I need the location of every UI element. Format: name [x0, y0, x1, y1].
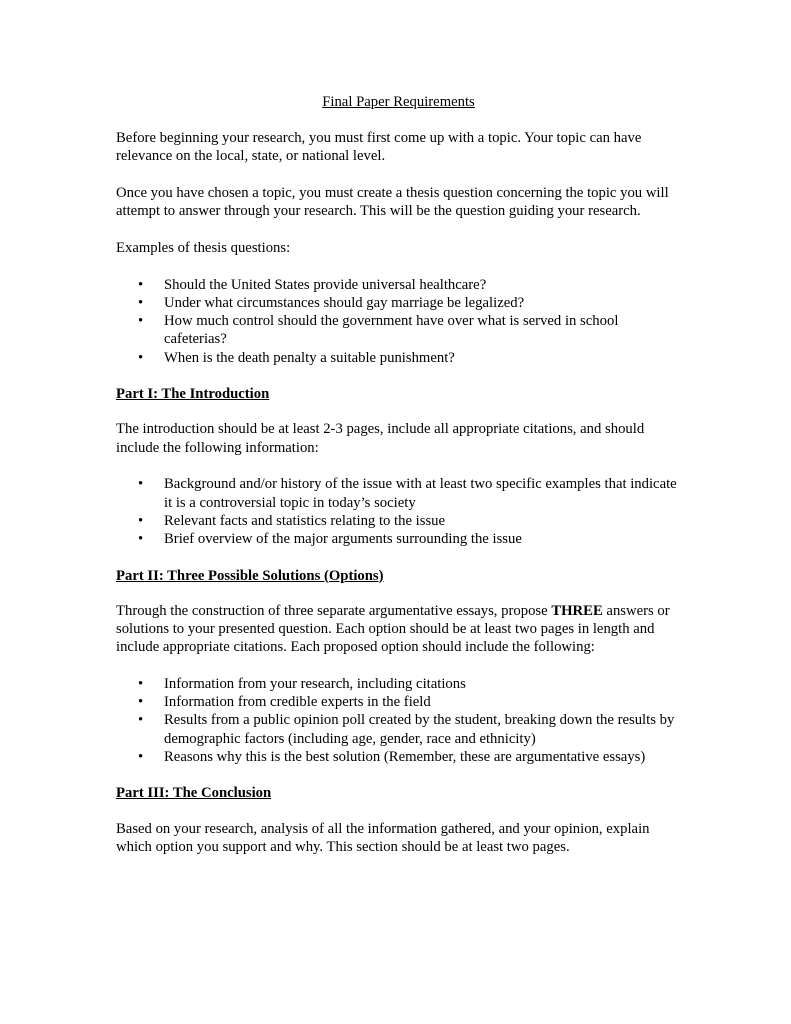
- list-item: • Under what circumstances should gay marriage be legalized?: [138, 294, 525, 311]
- bullet-icon: •: [138, 476, 144, 493]
- examples-heading: Examples of thesis questions:: [116, 240, 291, 257]
- list-item: • Brief overview of the major arguments surrounding the issue: [138, 530, 522, 547]
- part2-list: [116, 675, 681, 766]
- list-item: • When is the death penalty a suitable punishment?: [138, 349, 455, 366]
- document-title: Final Paper Requirements: [322, 94, 475, 110]
- intro-paragraph-thesis: Once you have chosen a topic, you must create a thesis question concerning the topic you will attempt to answer through your research. This will be the question guiding your research.: [116, 185, 669, 220]
- part3-paragraph: Based on your research, analysis of all the information gathered, and your opinion, explain which option you support and why. This section should be at least two pages.: [116, 820, 650, 855]
- bullet-icon: •: [138, 694, 144, 711]
- bullet-icon: •: [138, 530, 144, 547]
- bullet-icon: •: [138, 313, 144, 330]
- list-item: • Relevant facts and statistics relating to the issue: [138, 512, 446, 529]
- bullet-icon: •: [138, 276, 144, 293]
- part1-paragraph: The introduction should be at least 2-3 pages, include all appropriate citations, and should include the following information:: [116, 421, 645, 456]
- part2-paragraph: Through the construction of three separate argumentative essays, propose THREE answers or solutions to your presented question. Each option should be at least two pages in length and include appropriate citations. Each proposed option should include the following:: [116, 602, 670, 656]
- emphasis-three: THREE: [551, 602, 603, 619]
- part2-heading: Part II: Three Possible Solutions (Options): [116, 567, 384, 584]
- list-item: • Reasons why this is the best solution (Remember, these are argumentative essays): [138, 748, 646, 765]
- list-item: • Background and/or history of the issue with at least two specific examples that indicate it is a controversial topic in today’s society: [138, 476, 677, 511]
- document-page: [116, 93, 681, 875]
- list-item: • Results from a public opinion poll created by the student, breaking down the results by demographic factors (including age, gender, race and ethnicity): [138, 712, 675, 747]
- list-item: • How much control should the government have over what is served in school cafeterias?: [138, 313, 619, 348]
- part3-heading: Part III: The Conclusion: [116, 785, 272, 802]
- list-item: • Should the United States provide universal healthcare?: [138, 276, 487, 293]
- list-item: • Information from credible experts in the field: [138, 694, 431, 711]
- part1-list: [116, 475, 681, 548]
- bullet-icon: •: [138, 675, 144, 692]
- bullet-icon: •: [138, 512, 144, 529]
- bullet-icon: •: [138, 294, 144, 311]
- part1-heading: Part I: The Introduction: [116, 386, 270, 403]
- bullet-icon: •: [138, 712, 144, 729]
- intro-paragraph-topic: Before beginning your research, you must first come up with a topic. Your topic can have relevance on the local, state, or national level.: [116, 130, 642, 165]
- bullet-icon: •: [138, 748, 144, 765]
- list-item: • Information from your research, including citations: [138, 675, 466, 692]
- bullet-icon: •: [138, 349, 144, 366]
- examples-list: [116, 276, 681, 367]
